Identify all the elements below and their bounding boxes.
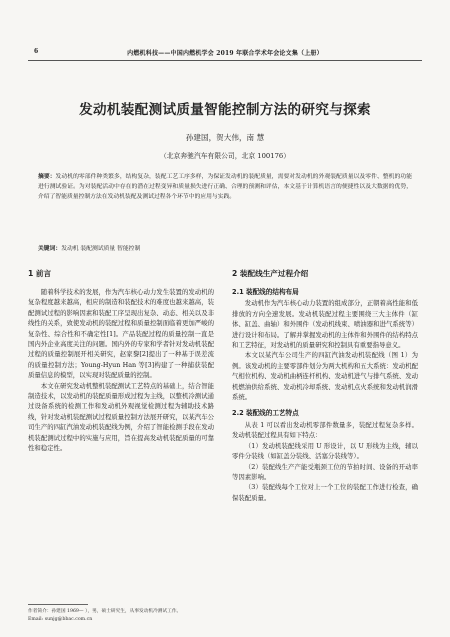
abstract-label: 摘要： — [38, 174, 56, 180]
section-heading-production: 2 装配线生产过程介绍 — [232, 269, 309, 278]
paper-affiliation: （北京奔驰汽车有限公司，北京 100176） — [159, 152, 291, 160]
right-column — [232, 268, 418, 503]
paragraph: （1）发动机装配线采用 U 形设计，以 U 形线为主线，辅以零件分装线（如缸盖分装线、活塞分装线等）。 — [232, 441, 418, 461]
paper-authors: 孙建国，贺大伟，南 慧 — [185, 133, 265, 142]
keywords — [38, 244, 412, 254]
paragraph: 随着科学技术的发展，作为汽车核心动力发生装置的发动机的复杂程度越来越高，相应的制造和装配技术的难度也越来越高，装配测试过程的影响因素和装配工序呈现出复杂、动态、相关以及非线性的关系，致使发动机的装配过程和质量控制面临着更加严峻的复杂性、综合性和不确定性[1]。产品装配过程的质量控制一直是国内外企业高度关注的问题。国内外的专家和学者针对发动机装配过程的质量控制展开相关研究，赵家黎[2]提出了一种基于误差流的质量控制方法；Young-Hyun Han 等[3]构建了一种捕获装配质量信息的模型，以实现对装配质量的控制。 — [28, 288, 214, 380]
abstract — [38, 172, 412, 202]
header-rule — [28, 60, 422, 61]
paper-title: 发动机装配测试质量智能控制方法的研究与探索 — [79, 102, 371, 118]
footnote-rule — [28, 604, 88, 605]
keywords-label: 关键词： — [38, 246, 62, 252]
paragraph: （2）装配线生产产能受瓶颈工位的节拍时间、设备的开动率等因素影响。 — [232, 462, 418, 481]
section-heading-introduction: 1 前言 — [28, 269, 52, 278]
page-number: 6 — [34, 48, 39, 55]
footnote-email: Email: sunjg@bbac.com.cn — [28, 617, 93, 622]
paragraph: 从表 1 可以看出发动机零部件数量多，装配过程复杂多样。发动机装配过程具有如下特点： — [232, 420, 418, 440]
paragraph: （3）装配线每个工位对上一个工位的装配工作进行检查，确保装配质量。 — [232, 483, 418, 502]
left-column — [28, 268, 214, 454]
subsection-heading-layout: 2.1 装配线的结构布局 — [232, 288, 299, 296]
paragraph: 本文以某汽车公司生产的四缸汽油发动机装配线（图 1）为例。该发动机的主要零部件划分为两大机构和五大系统：发动机配气相位机构、发动机曲柄连杆机构、发动机进气与排气系统、发动机燃油供给系统、发动机冷却系统、发动机点火系统和发动机润滑系统。 — [232, 351, 418, 402]
running-header — [28, 48, 422, 60]
journal-title: 内燃机科技——中国内燃机学会 2019 年联合学术年会论文集（上册） — [127, 50, 323, 57]
subsection-heading-features: 2.2 装配线的工艺特点 — [232, 409, 299, 418]
footnote-bio: 作者简介：孙建国 1969— ），男，硕士研究生，从事发动机冷测试工作。 — [28, 609, 182, 614]
author-footnote — [28, 608, 214, 624]
paragraph: 本文在研究发动机整机装配测试工艺特点的基础上，结合智能制造技术，以发动机的装配质量形成过程为主线，以整机冷测试通过设备系统的检测工作和发动机外观视觉检测过程为辅助技术路线，针对发动机装配测试过程质量控制方法展开研究，以某汽车公司生产的四缸汽油发动机装配线为例，介绍了智能检测手段在发动机装配测试过程中的实施与应用，旨在提高发动机装配质量的可靠性和稳定性。 — [28, 381, 214, 453]
abstract-text: 发动机的零部件种类繁多，结构复杂，装配工艺工序多样，为保证发动机的装配质量，需要对发动机的外观装配质量以及零件、整机的功能进行测试验证。为对装配活动中存在的潜在过程变异和质量损失进行正确、合理的预测和评估，本文基于计算机语言的便捷性以及大数据的优势，介绍了智能质量控制方法在发动机装配及测试过程各个环节中的应用与实践。 — [38, 174, 412, 201]
keywords-text: 发动机 装配测试质量 智能控制 — [61, 246, 141, 252]
paragraph: 发动机作为汽车核心动力装置的组成部分，正朝着高性能和低排放的方向全速发展。发动机装配过程主要围绕三大主体件（缸体、缸盖、曲轴）和外围件（发动机线束、喷油器和进气系统等）进行设计和布局。了解并掌握发动机的主体件和外围件的结构特点和工艺特征，对发动机的质量研究和控制具有重要指导意义。 — [232, 299, 418, 350]
